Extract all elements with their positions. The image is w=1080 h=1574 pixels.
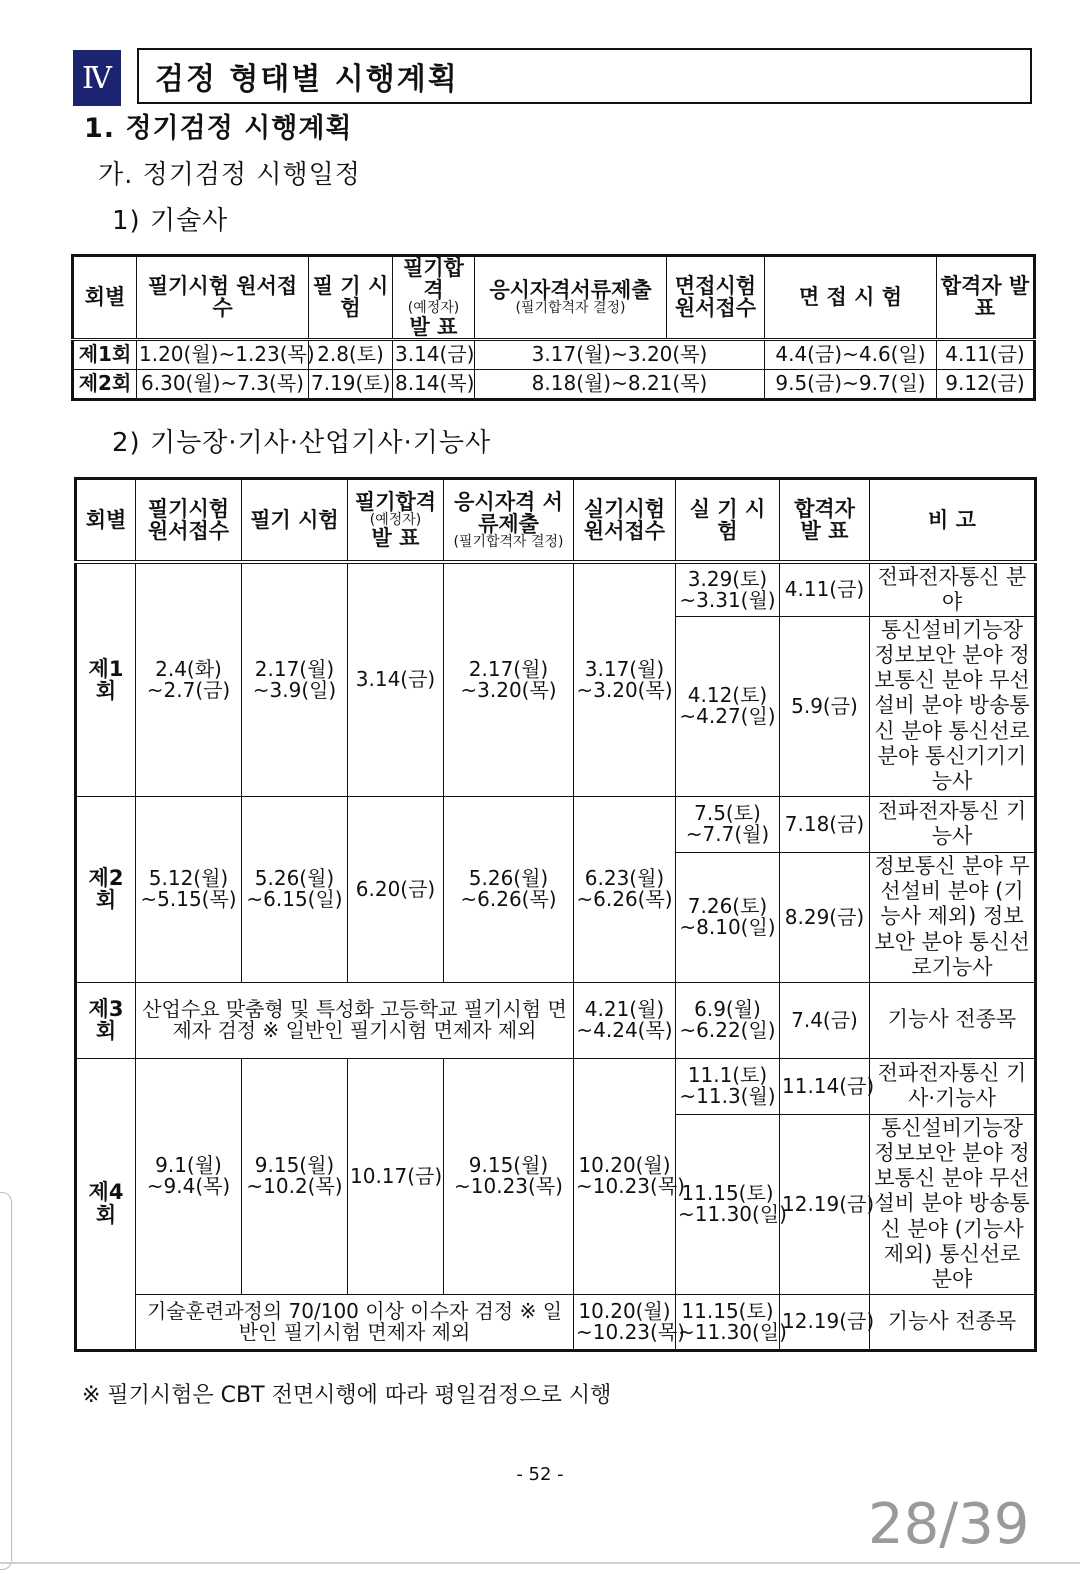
header-pass-announce: 발 표 [409, 314, 458, 339]
cell-practical: 11.1(토) ~11.3(월) [676, 1058, 780, 1114]
cell-exemption-note: 산업수요 맞춤형 및 특성화 고등학교 필기시험 면제자 검정 ※ 일반인 필기시험 면제자 제외 [136, 982, 574, 1058]
header-interview: 면 접 시 험 [765, 256, 937, 340]
cell-practical-app: 10.20(월) ~10.23(목) [574, 1294, 676, 1350]
heading-2: 가. 정기검정 시행일정 [98, 160, 361, 190]
cell-practical: 11.15(토) ~11.30(일) [676, 1114, 780, 1294]
page-number: - 52 - [516, 1464, 564, 1485]
cell-written-app: 5.12(월) ~5.15(목) [136, 796, 242, 982]
schedule-table-technician [74, 477, 1037, 1352]
cell-final: 12.19(금) [780, 1114, 870, 1294]
table-row [76, 1294, 1036, 1350]
cell-note: 기능사 전종목 [870, 982, 1036, 1058]
cell-round: 제1회 [76, 562, 136, 796]
subheading-technician: 2) 기능장·기사·산업기사·기능사 [112, 428, 492, 458]
footnote: ※ 필기시험은 CBT 전면시행에 따라 평일검정으로 시행 [82, 1383, 612, 1408]
cell-note: 통신설비기능장 정보보안 분야 정보통신 분야 무선설비 분야 방송통신 분야 (기능사 제외) 통신선로 분야 [870, 1114, 1036, 1294]
header-final: 합격자 발 표 [937, 256, 1035, 340]
cell-note: 기능사 전종목 [870, 1294, 1036, 1350]
heading-1: 1. 정기검정 시행계획 [84, 113, 353, 144]
table-header-row [76, 479, 1036, 563]
cell-practical-app: 10.20(월) ~10.23(목) [574, 1058, 676, 1294]
table-row [76, 982, 1036, 1058]
header-docs-label: 응시자격 서류제출 [454, 489, 563, 536]
viewer-side-handle[interactable] [0, 1192, 12, 1570]
header-docs [475, 256, 667, 340]
cell-round: 제4회 [76, 1058, 136, 1350]
table-row [73, 369, 1035, 399]
table-row [76, 1058, 1036, 1114]
header-docs [444, 479, 574, 563]
table-row [76, 562, 1036, 616]
cell-practical: 6.9(월) ~6.22(일) [676, 982, 780, 1058]
cell-note: 통신설비기능장 정보보안 분야 정보통신 분야 무선설비 분야 방송통신 분야 통신선로 분야 통신기기기능사 [870, 616, 1036, 796]
header-docs-sub: (필기합격자 결정) [453, 533, 564, 550]
section-title: 검정 형태별 시행계획 [137, 48, 1032, 104]
header-note: 비 고 [870, 479, 1036, 563]
cell-note: 전파전자통신 기사·기능사 [870, 1058, 1036, 1114]
page-counter: 28/39 [868, 1492, 1030, 1557]
cell-practical-app: 3.17(월) ~3.20(목) [574, 562, 676, 796]
cell-final: 5.9(금) [780, 616, 870, 796]
cell-written: 2.17(월) ~3.9(일) [242, 562, 348, 796]
header-pass-sub: (예정자) [369, 511, 422, 528]
cell-written: 5.26(월) ~6.15(일) [242, 796, 348, 982]
header-written: 필기 시험 [242, 479, 348, 563]
cell-written: 9.15(월) ~10.2(목) [242, 1058, 348, 1294]
header-round: 회별 [76, 479, 136, 563]
cell-round: 제2회 [76, 796, 136, 982]
viewer-bottom-divider [0, 1562, 1080, 1564]
cell-pass: 8.14(목) [393, 369, 475, 399]
subheading-engineer: 1) 기술사 [112, 206, 229, 236]
header-pass [393, 256, 475, 340]
cell-docs: 5.26(월) ~6.26(목) [444, 796, 574, 982]
cell-written: 7.19(토) [309, 369, 393, 399]
header-docs-sub: (필기합격자 결정) [515, 300, 626, 317]
header-written: 필 기 시 험 [309, 256, 393, 340]
cell-round: 제3회 [76, 982, 136, 1058]
cell-note: 전파전자통신 분야 [870, 562, 1036, 616]
cell-pass: 6.20(금) [348, 796, 444, 982]
table-row [73, 339, 1035, 369]
cell-final: 4.11(금) [780, 562, 870, 616]
cell-training-note: 기술훈련과정의 70/100 이상 이수자 검정 ※ 일반인 필기시험 면제자 제외 [136, 1294, 574, 1350]
header-practical-app: 실기시험 원서접수 [574, 479, 676, 563]
cell-docs: 9.15(월) ~10.23(목) [444, 1058, 574, 1294]
cell-practical: 4.12(토) ~4.27(일) [676, 616, 780, 796]
cell-final: 8.29(금) [780, 852, 870, 982]
cell-practical: 7.26(토) ~8.10(일) [676, 852, 780, 982]
header-pass-label: 필기합격 [354, 489, 437, 514]
cell-docs: 2.17(월) ~3.20(목) [444, 562, 574, 796]
cell-practical: 7.5(토) ~7.7(월) [676, 796, 780, 852]
cell-docs: 3.17(월)~3.20(목) [475, 339, 765, 369]
header-pass-label: 필기합격 [403, 256, 464, 303]
cell-note: 전파전자통신 기능사 [870, 796, 1036, 852]
cell-final: 7.4(금) [780, 982, 870, 1058]
header-pass-sub: (예정자) [407, 300, 460, 317]
cell-written-app: 2.4(화) ~2.7(금) [136, 562, 242, 796]
header-practical: 실 기 시 험 [676, 479, 780, 563]
cell-final: 7.18(금) [780, 796, 870, 852]
cell-written-app: 1.20(월)~1.23(목) [137, 339, 309, 369]
header-written-app: 필기시험 원서접수 [136, 479, 242, 563]
header-interview-app: 면접시험 원서접수 [667, 256, 765, 340]
header-pass [348, 479, 444, 563]
header-pass-announce: 발 표 [371, 526, 420, 551]
cell-practical-app: 4.21(월) ~4.24(목) [574, 982, 676, 1058]
cell-pass: 3.14(금) [393, 339, 475, 369]
cell-written-app: 9.1(월) ~9.4(목) [136, 1058, 242, 1294]
cell-practical: 11.15(토) ~11.30(일) [676, 1294, 780, 1350]
cell-interview: 4.4(금)~4.6(일) [765, 339, 937, 369]
cell-round: 제2회 [73, 369, 137, 399]
cell-practical-app: 6.23(월) ~6.26(목) [574, 796, 676, 982]
cell-practical: 3.29(토) ~3.31(월) [676, 562, 780, 616]
table-row [76, 796, 1036, 852]
cell-interview: 9.5(금)~9.7(일) [765, 369, 937, 399]
cell-final: 11.14(금) [780, 1058, 870, 1114]
cell-written: 2.8(토) [309, 339, 393, 369]
cell-round: 제1회 [73, 339, 137, 369]
header-docs-label: 응시자격서류제출 [489, 278, 652, 303]
cell-final: 4.11(금) [937, 339, 1035, 369]
section-number-badge: Ⅳ [73, 50, 121, 106]
cell-pass: 10.17(금) [348, 1058, 444, 1294]
header-round: 회별 [73, 256, 137, 340]
header-written-app: 필기시험 원서접수 [137, 256, 309, 340]
schedule-table-professional-engineer [71, 254, 1036, 401]
header-final: 합격자 발 표 [780, 479, 870, 563]
cell-pass: 3.14(금) [348, 562, 444, 796]
table-header-row [73, 256, 1035, 340]
cell-note: 정보통신 분야 무선설비 분야 (기능사 제외) 정보보안 분야 통신선로기능사 [870, 852, 1036, 982]
cell-final: 9.12(금) [937, 369, 1035, 399]
cell-final: 12.19(금) [780, 1294, 870, 1350]
cell-docs: 8.18(월)~8.21(목) [475, 369, 765, 399]
cell-written-app: 6.30(월)~7.3(목) [137, 369, 309, 399]
